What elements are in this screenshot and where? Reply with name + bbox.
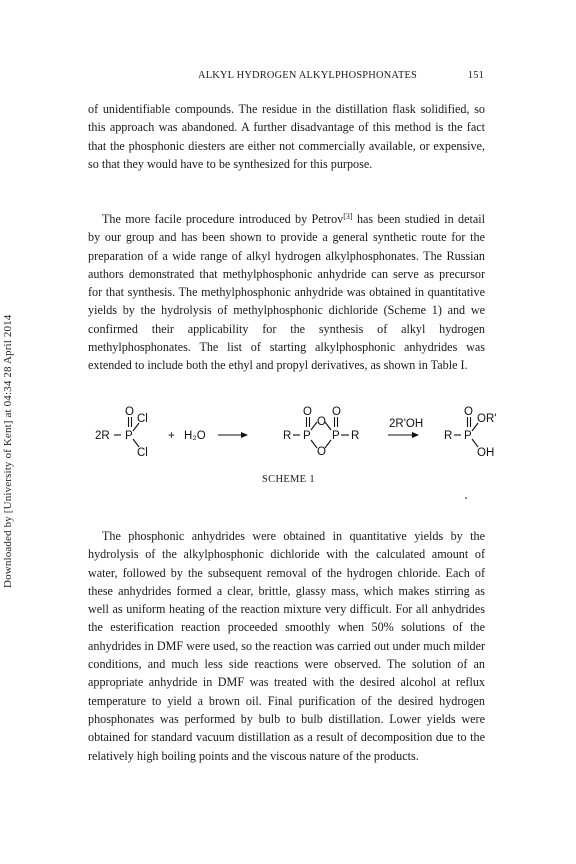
citation-ref: [3]	[343, 212, 353, 221]
paragraph-2	[88, 210, 485, 375]
atom-p-anhydride-left: P	[303, 430, 311, 442]
atom-cl-upper: Cl	[137, 413, 148, 425]
reaction-arrow-2	[412, 432, 419, 438]
atom-o-bridge-bottom: O	[317, 446, 326, 458]
scheme-1-reaction	[95, 405, 535, 480]
atom-o-reactant: O	[125, 406, 134, 418]
water-label: H₂O	[184, 430, 206, 442]
scheme-caption: SCHEME 1	[262, 474, 315, 485]
scheme-coefficient: 2R	[95, 430, 110, 442]
atom-r-anhydride-left: R	[283, 430, 292, 442]
paragraph-2-lead: The more facile procedure introduced by Petrov	[102, 212, 344, 226]
scan-speck	[465, 497, 467, 499]
ester-group: OR'	[477, 413, 497, 425]
paragraph-2-body: has been studied in detail by our group and has been shown to provide a general synthetic route for the preparation of a wide range of alkyl hydrogen alkylphosphonates. The Russian authors demonstrated that methylphosphonic anhydride can serve as precursor for that synthesis. The methylphosphonic anhydride was obtained in quantitative yields by the hydrolysis of methylphosphonic dichloride (Scheme 1) and we confirmed their applicability for the synthesis of alkyl hydrogen methylphosphonates. The list of starting alkylphosphonic anhydrides was extended to include both the ethyl and propyl derivatives, as shown in Table I.	[88, 212, 485, 373]
atom-o-anhydride-right: O	[332, 406, 341, 418]
paragraph-3: The phosphonic anhydrides were obtained in quantitative yields by the hydrolysis of the alkylphosphonic dichloride with the calculated amount of water, followed by the subsequent removal of the hydrogen chloride. Each of these anhydrides formed a clear, brittle, glassy mass, which makes stirring as well as uniform heating of the reaction mixture very difficult. For all anhydrides the esterification reaction proceeded smoothly when 50% solutions of the anhydrides in DMF were used, so the reaction was carried out under much milder conditions, and much less side reactions were observed. The solution of an appropriate anhydride in DMF was treated with the desired alcohol at reflux temperature to yield a brown oil. Final purification of the desired hydrogen phosphonates was performed by bulb to bulb distillation. Lower yields were obtained for standard vacuum distillation as a result of decomposition due to the relatively high boiling points and the viscous nature of the products.	[88, 529, 485, 763]
page-number: 151	[467, 70, 484, 81]
running-head	[86, 70, 484, 86]
download-watermark: Downloaded by [University of Kent] at 04:34 28 April 2014	[2, 314, 14, 588]
atom-p-reactant: P	[125, 430, 133, 442]
atom-o-bridge-top: O	[317, 416, 326, 428]
atom-cl-lower: Cl	[137, 447, 148, 459]
atom-p-product: P	[464, 430, 472, 442]
reaction-arrow-1	[241, 432, 248, 438]
running-title: ALKYL HYDROGEN ALKYLPHOSPHONATES	[198, 70, 418, 81]
atom-p-anhydride-right: P	[332, 430, 340, 442]
alcohol-reagent: 2R'OH	[389, 418, 424, 430]
atom-o-product: O	[464, 406, 473, 418]
plus-sign: +	[168, 430, 175, 442]
hydroxyl-group: OH	[477, 447, 495, 459]
atom-r-product: R	[444, 430, 453, 442]
paragraph-1: of unidentifiable compounds. The residue in the distillation flask solidified, so this approach was abandoned. A further disadvantage of this method is the fact that the phosphonic diesters are either not commercially available, or expensive, so that they would have to be synthesized for this purpose.	[88, 102, 485, 171]
atom-r-anhydride-right: R	[351, 430, 360, 442]
atom-o-anhydride-left: O	[303, 406, 312, 418]
